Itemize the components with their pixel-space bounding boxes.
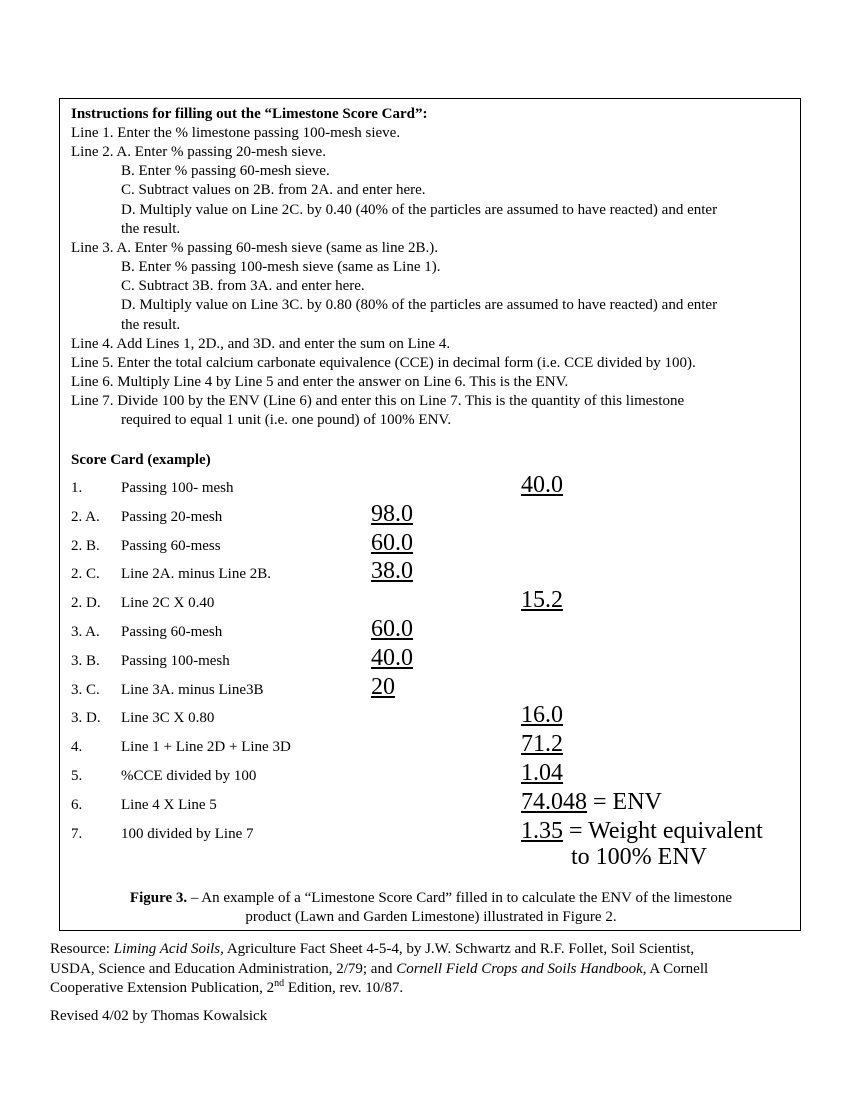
intermediate-value: 38.0 bbox=[371, 558, 413, 585]
row-number: 5. bbox=[71, 768, 83, 784]
revised-note: Revised 4/02 by Thomas Kowalsick bbox=[50, 1008, 268, 1024]
score-card-row bbox=[71, 587, 791, 616]
result-value: 1.35 bbox=[521, 817, 563, 844]
instruction-line: Line 2. A. Enter % passing 20-mesh sieve. bbox=[71, 144, 326, 160]
result-value: 74.048 bbox=[521, 788, 587, 815]
row-number: 2. B. bbox=[71, 537, 100, 554]
result-value: 40.0 bbox=[521, 472, 563, 498]
caption-label: Figure 3. bbox=[129, 890, 188, 906]
score-card-continuation: to 100% ENV bbox=[571, 844, 707, 870]
row-description: Line 2A. minus Line 2B. bbox=[121, 566, 271, 583]
instruction-line: C. Subtract 3B. from 3A. and enter here. bbox=[121, 278, 365, 294]
result-value-group bbox=[521, 587, 563, 614]
caption-text: product (Lawn and Garden Limestone) illustrated in Figure 2. bbox=[245, 909, 617, 925]
result-value: 1.04 bbox=[521, 760, 563, 786]
instruction-line: Line 3. A. Enter % passing 60-mesh sieve (same as line 2B.). bbox=[71, 240, 439, 256]
resource-text: Edition, rev. 10/87. bbox=[284, 980, 404, 996]
result-value: 16.0 bbox=[521, 702, 563, 729]
row-number: 3. B. bbox=[71, 652, 100, 669]
score-card-row bbox=[71, 558, 791, 587]
instructions-heading: Instructions for filling out the “Limestone Score Card”: bbox=[71, 106, 428, 122]
row-description: Line 1 + Line 2D + Line 3D bbox=[121, 739, 291, 756]
resource-title: Liming Acid Soils bbox=[113, 941, 221, 957]
instruction-line: Line 1. Enter the % limestone passing 100-mesh sieve. bbox=[71, 125, 401, 141]
result-suffix: = Weight equivalent bbox=[563, 817, 763, 844]
instruction-line: C. Subtract values on 2B. from 2A. and enter here. bbox=[121, 182, 426, 198]
score-card-row bbox=[71, 501, 791, 530]
row-description: 100 divided by Line 7 bbox=[121, 825, 254, 842]
resource-note bbox=[50, 940, 810, 999]
row-number: 1. bbox=[71, 480, 83, 496]
resource-text: Cooperative Extension Publication, 2 bbox=[50, 980, 275, 996]
instruction-line: Line 4. Add Lines 1, 2D., and 3D. and enter the sum on Line 4. bbox=[71, 336, 451, 352]
row-description: Passing 100-mesh bbox=[121, 652, 230, 669]
row-number: 3. D. bbox=[71, 710, 101, 727]
score-card-row bbox=[71, 472, 791, 501]
resource-text: , A Cornell bbox=[642, 960, 709, 977]
intermediate-value: 20 bbox=[371, 673, 395, 700]
score-card-row bbox=[71, 731, 791, 760]
result-value-group bbox=[521, 472, 563, 499]
instruction-line: the result. bbox=[121, 317, 181, 333]
caption-text: – An example of a “Limestone Score Card” filled in to calculate the ENV of the limestone bbox=[187, 890, 733, 906]
row-number: 4. bbox=[71, 739, 83, 756]
instruction-line: Line 5. Enter the total calcium carbonate equivalence (CCE) in decimal form (i.e. CCE divided by 100). bbox=[71, 355, 696, 371]
score-card-heading: Score Card (example) bbox=[71, 452, 211, 468]
score-card-row bbox=[71, 530, 791, 559]
resource-text: USDA, Science and Education Administration, 2/79; and bbox=[50, 960, 397, 977]
result-value-group bbox=[521, 731, 563, 758]
result-value-group bbox=[521, 702, 563, 729]
row-description: Line 4 X Line 5 bbox=[121, 796, 217, 813]
result-value: 71.2 bbox=[521, 731, 563, 758]
row-number: 2. C. bbox=[71, 566, 100, 583]
figure-caption bbox=[71, 889, 791, 927]
intermediate-value: 60.0 bbox=[371, 616, 413, 642]
instruction-line: the result. bbox=[121, 221, 181, 237]
row-description: Line 3A. minus Line3B bbox=[121, 681, 264, 698]
result-value-group bbox=[521, 760, 563, 787]
instruction-line: D. Multiply value on Line 3C. by 0.80 (80% of the particles are assumed to have reacted) and enter bbox=[121, 297, 718, 313]
score-card-row bbox=[71, 760, 791, 789]
row-description: Line 2C X 0.40 bbox=[121, 595, 215, 612]
intermediate-value: 60.0 bbox=[371, 529, 413, 556]
row-number: 6. bbox=[71, 796, 83, 813]
row-number: 3. C. bbox=[71, 681, 100, 698]
score-card-row bbox=[71, 674, 791, 703]
score-card-row bbox=[71, 789, 791, 818]
result-suffix: = ENV bbox=[587, 788, 662, 815]
row-description: %CCE divided by 100 bbox=[121, 768, 257, 784]
row-description: Passing 20-mesh bbox=[121, 508, 223, 525]
row-number: 2. D. bbox=[71, 595, 101, 612]
intermediate-value: 98.0 bbox=[371, 500, 413, 527]
row-description: Line 3C X 0.80 bbox=[121, 710, 215, 727]
instruction-line: Line 7. Divide 100 by the ENV (Line 6) and enter this on Line 7. This is the quantity of this limestone bbox=[71, 393, 685, 409]
row-description: Passing 100- mesh bbox=[121, 480, 234, 496]
score-card-row bbox=[71, 645, 791, 674]
row-number: 2. A. bbox=[71, 508, 100, 525]
row-description: Passing 60-mess bbox=[121, 537, 221, 554]
resource-prefix: Resource: bbox=[50, 941, 114, 957]
resource-superscript: nd bbox=[274, 978, 285, 989]
row-number: 3. A. bbox=[71, 624, 100, 640]
row-description: Passing 60-mesh bbox=[121, 624, 223, 640]
result-value: 15.2 bbox=[521, 587, 563, 614]
intermediate-value: 40.0 bbox=[371, 644, 413, 671]
row-number: 7. bbox=[71, 825, 83, 842]
instruction-line: required to equal 1 unit (i.e. one pound) of 100% ENV. bbox=[121, 412, 452, 428]
resource-text: , Agriculture Fact Sheet 4-5-4, by J.W. Schwartz and R.F. Follet, Soil Scientist, bbox=[220, 941, 695, 957]
resource-title: Cornell Field Crops and Soils Handbook bbox=[396, 960, 643, 977]
instruction-line: Line 6. Multiply Line 4 by Line 5 and enter the answer on Line 6. This is the ENV. bbox=[71, 374, 569, 390]
instruction-line: B. Enter % passing 100-mesh sieve (same as Line 1). bbox=[121, 259, 441, 275]
instruction-line: B. Enter % passing 60-mesh sieve. bbox=[121, 163, 330, 179]
score-card-row bbox=[71, 616, 791, 645]
result-value-group bbox=[521, 789, 662, 816]
result-value-group bbox=[521, 818, 763, 845]
score-card-row bbox=[71, 702, 791, 731]
instruction-line: D. Multiply value on Line 2C. by 0.40 (40% of the particles are assumed to have reacted) and enter bbox=[121, 202, 718, 218]
